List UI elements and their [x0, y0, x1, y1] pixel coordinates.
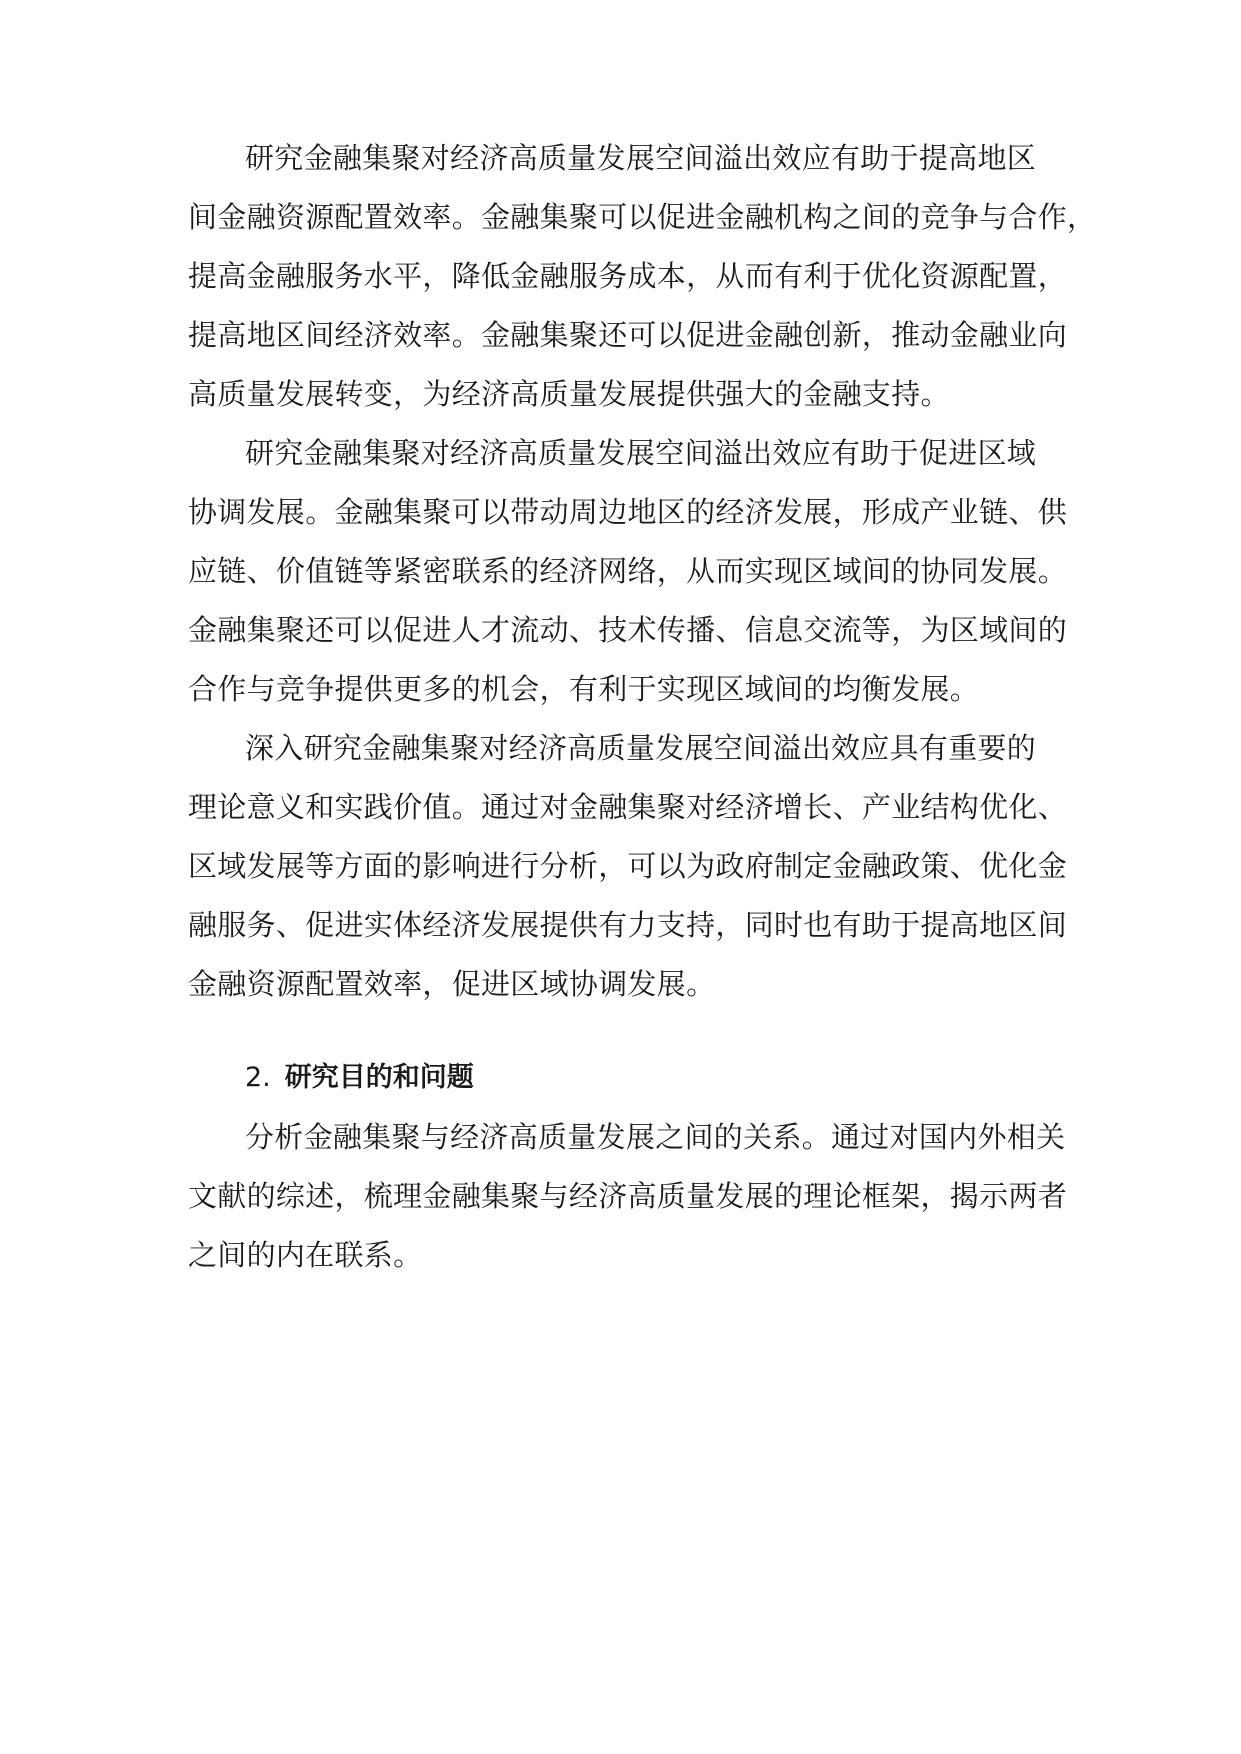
paragraph-2-line-3: 应链、价值链等紧密联系的经济网络，从而实现区域间的协同发展。	[188, 554, 1068, 588]
paragraph-4-line-1: 分析金融集聚与经济高质量发展之间的关系。通过对国内外相关	[245, 1120, 1066, 1154]
section-number: 2.	[245, 1062, 271, 1093]
section-heading	[245, 1058, 474, 1098]
section-title: 研究目的和问题	[284, 1062, 474, 1093]
paragraph-1-line-5: 高质量发展转变，为经济高质量发展提供强大的金融支持。	[188, 377, 950, 411]
paragraph-1-line-3: 提高金融服务水平，降低金融服务成本，从而有利于优化资源配置，	[188, 259, 1068, 293]
paragraph-1-line-1: 研究金融集聚对经济高质量发展空间溢出效应有助于提高地区	[245, 141, 1037, 175]
paragraph-4-line-3: 之间的内在联系。	[188, 1238, 423, 1272]
paragraph-3-line-3: 区域发展等方面的影响进行分析，可以为政府制定金融政策、优化金	[188, 849, 1068, 883]
paragraph-2-line-5: 合作与竞争提供更多的机会，有利于实现区域间的均衡发展。	[188, 672, 980, 706]
paragraph-3-line-4: 融服务、促进实体经济发展提供有力支持，同时也有助于提高地区间	[188, 908, 1068, 942]
paragraph-2-line-4: 金融集聚还可以促进人才流动、技术传播、信息交流等，为区域间的	[188, 613, 1068, 647]
paragraph-2-line-2: 协调发展。金融集聚可以带动周边地区的经济发展，形成产业链、供	[188, 495, 1068, 529]
paragraph-4-line-2: 文献的综述，梳理金融集聚与经济高质量发展的理论框架，揭示两者	[188, 1179, 1068, 1213]
paragraph-3-line-2: 理论意义和实践价值。通过对金融集聚对经济增长、产业结构优化、	[188, 790, 1068, 824]
paragraph-3-line-1: 深入研究金融集聚对经济高质量发展空间溢出效应具有重要的	[245, 731, 1037, 765]
paragraph-1-line-4: 提高地区间经济效率。金融集聚还可以促进金融创新，推动金融业向	[188, 318, 1068, 352]
paragraph-1-line-2: 间金融资源配置效率。金融集聚可以促进金融机构之间的竞争与合作，	[188, 200, 1097, 234]
paragraph-3-line-5: 金融资源配置效率，促进区域协调发展。	[188, 967, 716, 1001]
paragraph-2-line-1: 研究金融集聚对经济高质量发展空间溢出效应有助于促进区域	[245, 436, 1037, 470]
